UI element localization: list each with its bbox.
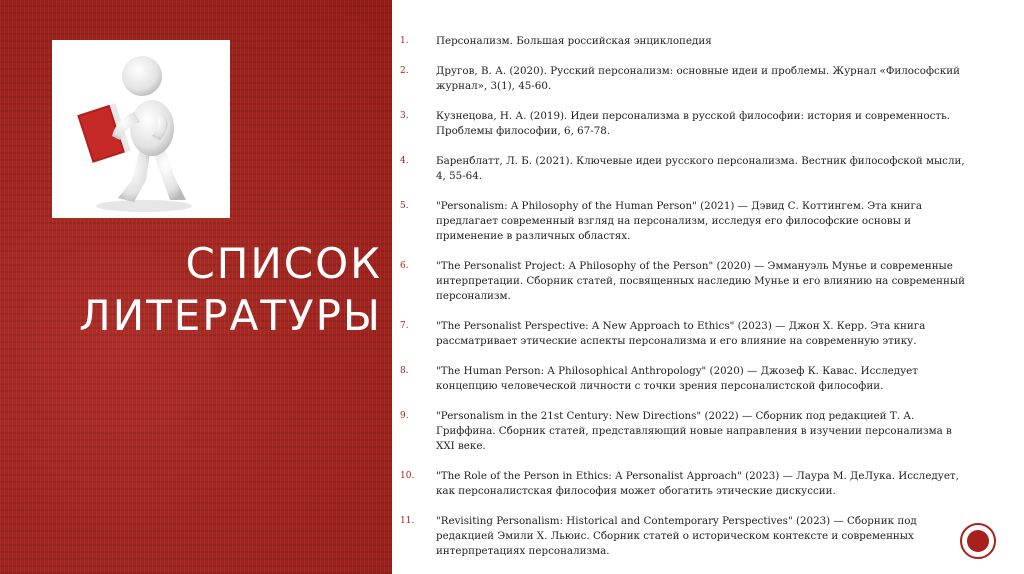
title-line-1: СПИСОК (185, 239, 382, 288)
reference-item (400, 199, 968, 244)
reference-item (400, 64, 968, 94)
reference-text: "The Human Person: A Philosophical Anthropology" (2020) — Джозеф К. Кавас. Исследует концепцию человеческой личности с точки зрения персоналистской философии. (436, 365, 918, 392)
red-textured-panel (0, 0, 392, 574)
reference-list (400, 34, 968, 574)
reference-text: Баренблатт, Л. Б. (2021). Ключевые идеи русского персонализма. Вестник философской мысли, 4, 55-64. (436, 155, 965, 182)
reference-number: 5. (400, 201, 409, 211)
reference-text: "The Role of the Person in Ethics: A Personalist Approach" (2023) — Лаура М. ДеЛука. Исследует, как персоналистская философия может обогатить этические дискуссии. (436, 470, 959, 497)
reference-item (400, 469, 968, 499)
reference-text: Персонализм. Большая российская энциклопедия (436, 35, 712, 47)
reference-item (400, 514, 968, 559)
reference-item (400, 364, 968, 394)
reference-item (400, 259, 968, 304)
reference-number: 3. (400, 111, 409, 121)
reference-number: 6. (400, 261, 409, 271)
reference-text: "The Personalist Perspective: A New Approach to Ethics" (2023) — Джон Х. Керр. Эта книга рассматривает этические аспекты персонализма и его влияние на современную этику. (436, 320, 926, 347)
reference-number: 4. (400, 156, 409, 166)
corner-circle-inner (967, 530, 989, 552)
corner-circle-icon (960, 523, 996, 559)
reference-number: 1. (400, 36, 409, 46)
reference-text: "Personalism in the 21st Century: New Directions" (2022) — Сборник под редакцией Т. А. Гриффина. Сборник статей, представляющий новые направления в изучении персонализма в XXI веке. (436, 410, 952, 452)
reference-item (400, 409, 968, 454)
reference-text: "Personalism: A Philosophy of the Human Person" (2021) — Дэвид С. Коттингем. Эта книга предлагает современный взгляд на персонализм, исследуя его философские основы и применение в различных областях. (436, 200, 923, 242)
reference-item (400, 109, 968, 139)
reference-number: 7. (400, 321, 409, 331)
reference-text: "Revisiting Personalism: Historical and Contemporary Perspectives" (2023) — Сборник под редакцией Эмили Х. Льюис. Сборник статей о историческом контексте и современных интерпретациях персонализма. (436, 515, 917, 557)
reference-item (400, 34, 968, 49)
reference-item (400, 319, 968, 349)
reference-number: 10. (400, 471, 415, 481)
illustration-frame (52, 40, 230, 218)
reference-item (400, 154, 968, 184)
reference-number: 9. (400, 411, 409, 421)
title-line-2: ЛИТЕРАТУРЫ (79, 291, 382, 340)
slide-title (62, 238, 382, 342)
reference-number: 8. (400, 366, 409, 376)
reference-text: Другов, В. А. (2020). Русский персонализм: основные идеи и проблемы. Журнал «Философский журнал», 3(1), 45-60. (436, 65, 960, 92)
person-reading-red-book-icon (52, 40, 230, 218)
reference-number: 2. (400, 66, 409, 76)
reference-text: "The Personalist Project: A Philosophy of the Person" (2020) — Эммануэль Мунье и современные интерпретации. Сборник статей, посвященных наследию Мунье и его влиянию на современный персонализм. (436, 260, 965, 302)
reference-text: Кузнецова, Н. А. (2019). Идеи персонализма в русской философии: история и современность. Проблемы философии, 6, 67-78. (436, 110, 950, 137)
reference-number: 11. (400, 516, 415, 526)
